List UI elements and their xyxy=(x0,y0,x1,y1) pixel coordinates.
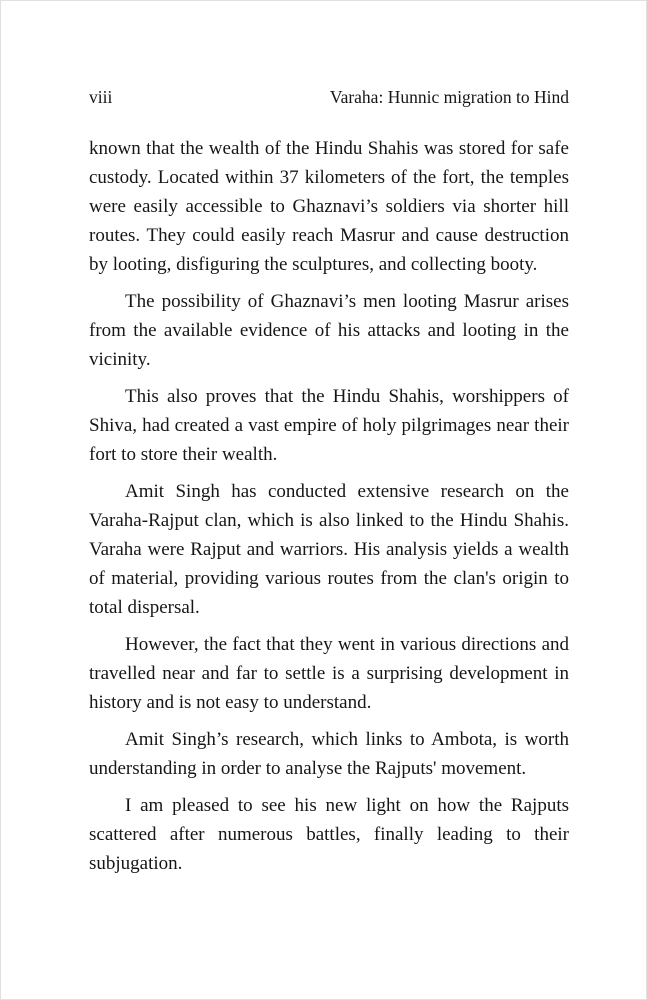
body-paragraph-1: known that the wealth of the Hindu Shahis was stored for safe custody. Located within 37 kilometers of the fort, the temples were easily accessible to Ghaznavi’s soldiers via shorter hill routes. They could easily reach Masrur and cause destruction by looting, disfiguring the sculptures, and collecting booty. xyxy=(89,138,569,275)
body-text xyxy=(89,134,569,878)
body-paragraph-5: However, the fact that they went in various directions and travelled near and far to settle is a surprising development in history and is not easy to understand. xyxy=(89,634,569,713)
body-paragraph-7: I am pleased to see his new light on how the Rajputs scattered after numerous battles, finally leading to their subjugation. xyxy=(89,795,569,874)
body-paragraph-2: The possibility of Ghaznavi’s men looting Masrur arises from the available evidence of his attacks and looting in the vicinity. xyxy=(89,291,569,370)
running-title: Varaha: Hunnic migration to Hind xyxy=(329,87,569,107)
body-paragraph-3: This also proves that the Hindu Shahis, worshippers of Shiva, had created a vast empire of holy pilgrimages near their fort to store their wealth. xyxy=(89,386,569,465)
running-head xyxy=(89,87,569,107)
body-paragraph-4: Amit Singh has conducted extensive research on the Varaha-Rajput clan, which is also linked to the Hindu Shahis. Varaha were Rajput and warriors. His analysis yields a wealth of material, providing various routes from the clan's origin to total dispersal. xyxy=(89,481,569,618)
page-number: viii xyxy=(89,87,113,107)
body-paragraph-6: Amit Singh’s research, which links to Ambota, is worth understanding in order to analyse the Rajputs' movement. xyxy=(89,729,569,779)
